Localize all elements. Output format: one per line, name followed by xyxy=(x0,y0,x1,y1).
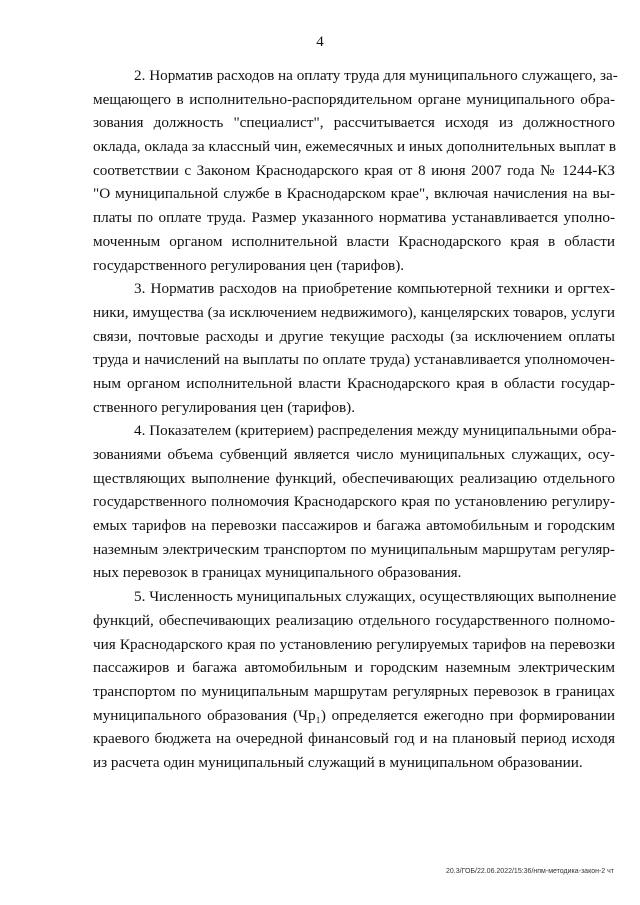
text-line: зования должность "специалист", рассчитывается исходя из должностного xyxy=(93,114,615,132)
text-line: из расчета один муниципальный служащий в муниципальном образовании. xyxy=(93,753,583,771)
text-line: "О муниципальной службе в Краснодарском крае", включая начисления на вы- xyxy=(93,185,615,203)
text-line: муниципального образования (Чр₁) определяется ежегодно при формировании xyxy=(93,706,615,724)
text-line: чия Краснодарского края по установлению регулируемых тарифов на перевозки xyxy=(93,635,615,653)
text-line: 5. Численность муниципальных служащих, осуществляющих выполнение xyxy=(134,588,617,606)
text-line: моченным органом исполнительной власти Краснодарского края в области xyxy=(93,232,615,250)
text-line: связи, почтовые расходы и другие текущие расходы (за исключением оплаты xyxy=(93,327,615,345)
text-line: государственного полномочия Краснодарского края по установлению регулиру- xyxy=(93,493,615,511)
document-body xyxy=(93,64,618,775)
text-line: ных перевозок в границах муниципального образования. xyxy=(93,564,462,582)
paragraph-4 xyxy=(93,419,615,585)
text-line: емых тарифов на перевозки пассажиров и багажа автомобильным и городским xyxy=(93,517,615,535)
paragraph-2 xyxy=(93,64,618,277)
text-line: труда и начислений на выплаты по оплате труда) устанавливается уполномочен- xyxy=(93,351,615,369)
text-line: ники, имущества (за исключением недвижимого), канцелярских товаров, услуги xyxy=(93,303,615,321)
text-line: функций, обеспечивающих реализацию отдельного государственного полномо- xyxy=(93,611,615,629)
text-line: соответствии с Законом Краснодарского края от 8 июня 2007 года № 1244-КЗ xyxy=(93,161,615,179)
text-line: транспортом по муниципальным маршрутам регулярных перевозок в границах xyxy=(93,682,615,700)
footer-stamp: 20.3/ГОБ/22.06.2022/15:36/нпм-методика-закон-2 чт xyxy=(446,868,614,875)
text-line: государственного регулирования цен (тарифов). xyxy=(93,256,405,274)
page-number: 4 xyxy=(316,34,324,50)
text-line: краевого бюджета на очередной финансовый год и на плановый период исходя xyxy=(93,730,615,748)
text-line: 4. Показателем (критерием) распределения между муниципальными обра- xyxy=(134,422,617,440)
text-line: оклада, оклада за классный чин, ежемесячных и иных дополнительных выплат в xyxy=(93,138,617,156)
text-line: 3. Норматив расходов на приобретение компьютерной техники и оргтех- xyxy=(134,280,615,298)
text-line: пассажиров и багажа автомобильным и городским наземным электрическим xyxy=(93,659,615,677)
text-line: зованиями объема субвенций является число муниципальных служащих, осу- xyxy=(93,446,615,463)
text-line: ществляющих выполнение функций, обеспечивающих реализацию отдельного xyxy=(93,469,615,487)
text-line: ственного регулирования цен (тарифов). xyxy=(93,398,356,416)
text-line: платы по оплате труда. Размер указанного норматива устанавливается уполно- xyxy=(93,209,615,227)
paragraph-5 xyxy=(93,585,615,775)
paragraph-3 xyxy=(93,277,615,419)
text-line: мещающего в исполнительно-распорядительном органе муниципального обра- xyxy=(93,90,615,108)
text-line: наземным электрическим транспортом по муниципальным маршрутам регуляр- xyxy=(93,540,615,558)
text-line: ным органом исполнительной власти Краснодарского края в области государ- xyxy=(93,374,615,392)
text-line: 2. Норматив расходов на оплату труда для муниципального служащего, за- xyxy=(134,67,618,84)
